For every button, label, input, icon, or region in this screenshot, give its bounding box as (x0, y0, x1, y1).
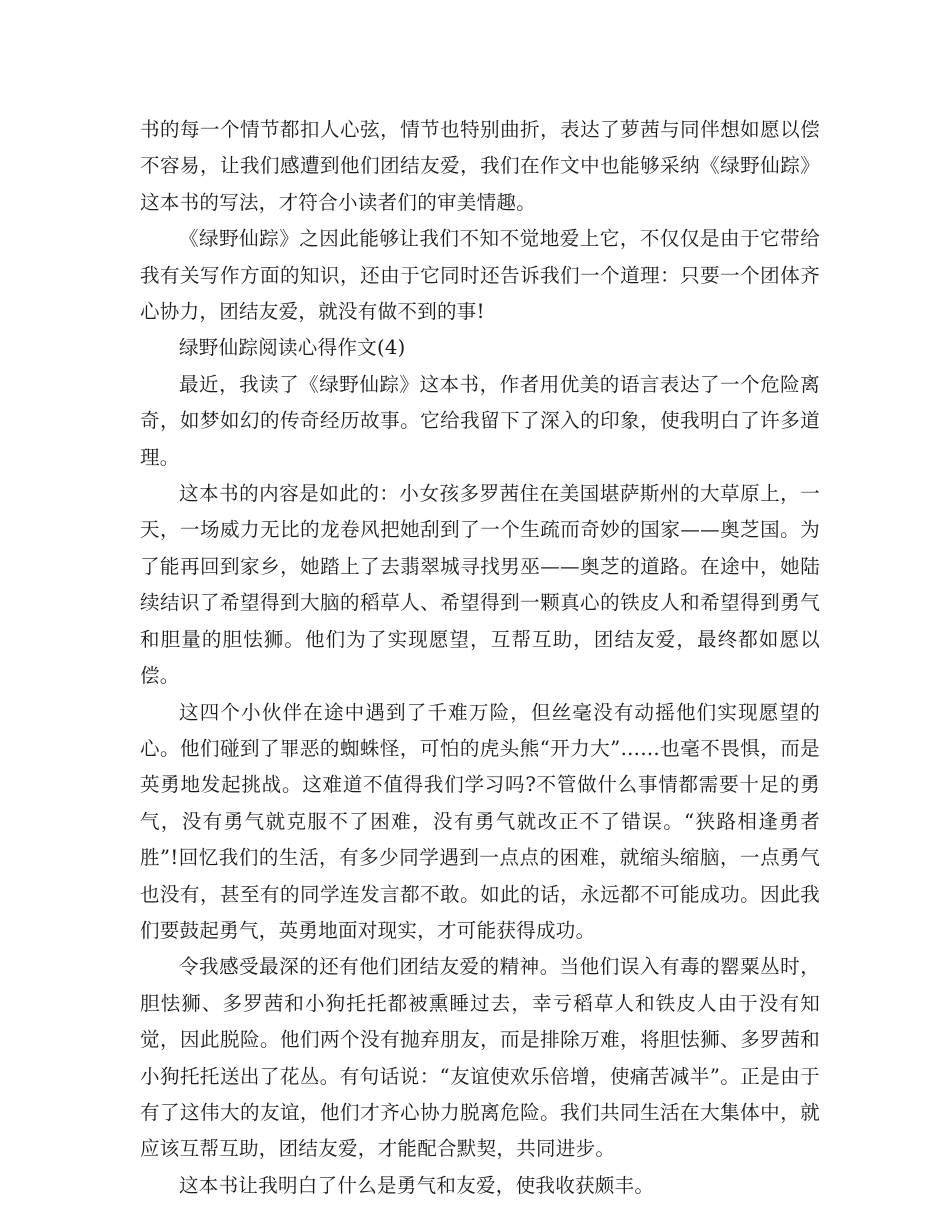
paragraph: 令我感受最深的还有他们团结友爱的精神。当他们误入有毒的罂粟丛时，胆怯狮、多罗茜和小狗托托都被熏睡过去，幸亏稻草人和铁皮人由于没有知觉，因此脱险。他们两个没有抛弃朋友，而是排除万难，将胆怯狮、多罗茜和小狗托托送出了花丛。有句话说：“友谊使欢乐倍增，使痛苦减半”。正是由于有了这伟大的友谊，他们才齐心协力脱离危险。我们共同生活在大集体中，就应该互帮互助，团结友爱，才能配合默契，共同进步。 (140, 955, 820, 1161)
paragraph: 这本书让我明白了什么是勇气和友爱，使我收获颇丰。 (179, 1173, 655, 1197)
section-heading: 绿野仙踪阅读心得作文(4) (179, 336, 406, 360)
paragraph: 这本书的内容是如此的：小女孩多罗茜住在美国堪萨斯州的大草原上，一天，一场威力无比的龙卷风把她刮到了一个生疏而奇妙的国家——奥芝国。为了能再回到家乡，她踏上了去翡翠城寻找男巫——奥芝的道路。在途中，她陆续结识了希望得到大脑的稻草人、希望得到一颗真心的铁皮人和希望得到勇气和胆量的胆怯狮。他们为了实现愿望，互帮互助，团结友爱，最终都如愿以偿。 (140, 482, 820, 688)
paragraph-continuation: 书的每一个情节都扣人心弦，情节也特别曲折，表达了萝茜与同伴想如愿以偿不容易，让我们感遭到他们团结友爱，我们在作文中也能够采纳《绿野仙踪》这本书的写法，才符合小读者们的审美情趣。 (140, 118, 820, 214)
document-body (140, 112, 820, 1204)
paragraph: 这四个小伙伴在途中遇到了千难万险，但丝毫没有动摇他们实现愿望的心。他们碰到了罪恶的蜘蛛怪，可怕的虎头熊“开力大”……也毫不畏惧，而是英勇地发起挑战。这难道不值得我们学习吗?不管做什么事情都需要十足的勇气，没有勇气就克服不了困难，没有勇气就改正不了错误。“狭路相逢勇者胜”!回忆我们的生活，有多少同学遇到一点点的困难，就缩头缩脑，一点勇气也没有，甚至有的同学连发言都不敢。如此的话，永远都不可能成功。因此我们要鼓起勇气，英勇地面对现实，才可能获得成功。 (140, 700, 820, 942)
paragraph: 《绿野仙踪》之因此能够让我们不知不觉地爱上它，不仅仅是由于它带给我有关写作方面的知识，还由于它同时还告诉我们一个道理：只要一个团体齐心协力，团结友爱，就没有做不到的事! (140, 227, 820, 324)
paragraph: 最近，我读了《绿野仙踪》这本书，作者用优美的语言表达了一个危险离奇，如梦如幻的传奇经历故事。它给我留下了深入的印象，使我明白了许多道理。 (140, 372, 820, 469)
